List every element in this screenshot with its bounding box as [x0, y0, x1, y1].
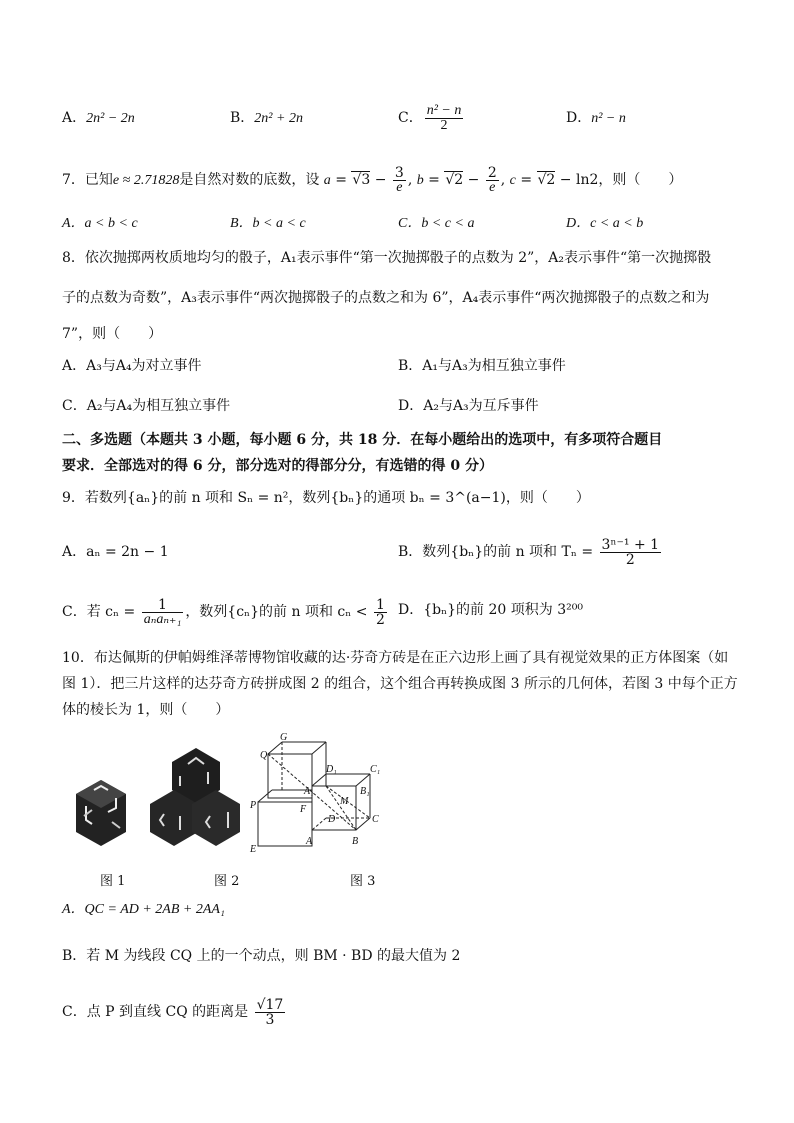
q9-option-b: B．数列{bₙ}的前 n 项和 Tₙ = $\frac{\text{3ⁿ⁻¹ + 1}}{2}$ — [398, 536, 660, 568]
q8-stem-line3: 7”，则（ ） — [62, 326, 163, 342]
q9-stem: 9．若数列{aₙ}的前 n 项和 Sₙ = n²，数列{bₙ}的通项 bₙ = 3^(a−1)，则（ ） — [62, 490, 590, 506]
fig3-label-b: B — [352, 836, 359, 847]
q6-option-d: D．n² − n — [566, 110, 626, 126]
fig3-label-m: M — [340, 796, 349, 807]
q10-option-c: C．点 P 到直线 CQ 的距离是 $\frac{√17}{3}$ — [62, 996, 284, 1028]
fig3-label-f: F — [300, 804, 307, 815]
fig3-label-a: A — [306, 836, 313, 847]
fig3-label-q: Q — [260, 750, 268, 761]
q10-stem-line3: 体的棱长为 1，则（ ） — [62, 702, 230, 718]
section-heading-line2: 要求．全部选对的得 6 分，部分选对的得部分分，有选错的得 0 分） — [62, 458, 493, 474]
figure-3-caption: 图 3 — [350, 874, 376, 889]
figure-1-caption: 图 1 — [100, 874, 126, 889]
q8-option-d: D．A₂与A₃为互斥事件 — [398, 398, 539, 414]
q7-option-a: A．a < b < c — [62, 216, 138, 231]
fig3-label-d: D — [328, 814, 336, 825]
q10-option-b: B．若 M 为线段 CQ 上的一个动点，则 BM · BD 的最大值为 2 — [62, 948, 461, 964]
fig3-label-b1: B₁ — [360, 786, 370, 797]
q9-option-d: D．{bₙ}的前 20 项积为 3²⁰⁰ — [398, 602, 583, 618]
q8-option-c: C．A₂与A₄为相互独立事件 — [62, 398, 231, 414]
figure-2-caption: 图 2 — [214, 874, 240, 889]
q9-option-a: A．aₙ = 2n − 1 — [62, 544, 169, 560]
q9-option-c: C．若 cₙ = $\frac{1}{\text{aₙaₙ₊₁}}$ ，数列{cₙ}的前 n 项和 cₙ < $\frac{1}{2}$ — [62, 596, 385, 628]
q10-stem-line2: 图 1）．把三片这样的达芬奇方砖拼成图 2 的组合，这个组合再转换成图 3 所示的几何体，若图 3 中每个正方 — [62, 676, 738, 692]
fig3-label-d1: D₁ — [326, 764, 337, 775]
q6-option-c: C． $\frac{\text{n² − n}}{2}$ — [398, 102, 462, 133]
fig3-label-g: G — [280, 732, 288, 743]
figure-2-three-tiles — [150, 742, 242, 854]
q6-option-a: A．2n² − 2n — [62, 110, 135, 126]
figure-3-geometric-solid — [248, 732, 388, 856]
q7-option-c: C．b < c < a — [398, 216, 475, 231]
q8-stem-line1: 8．依次抛掷两枚质地均匀的骰子，A₁表示事件“第一次抛掷骰子的点数为 2”，A₂表示事件“第一次抛掷骰 — [62, 250, 712, 266]
q10-stem-line1: 10．布达佩斯的伊帕姆维泽蒂博物馆收藏的达·芬奇方砖是在正六边形上画了具有视觉效果的正方体图案（如 — [62, 650, 729, 666]
section-heading-line1: 二、多选题（本题共 3 小题，每小题 6 分，共 18 分．在每小题给出的选项中，有多项符合题目 — [62, 432, 663, 448]
q7-option-b: B．b < a < c — [230, 216, 306, 231]
q10-option-a: A．QC = AD + 2AB + 2AA₁ — [62, 902, 225, 917]
q8-stem-line2: 子的点数为奇数”，A₃表示事件“两次抛掷骰子的点数之和为 6”，A₄表示事件“两次抛掷骰子的点数之和为 — [62, 290, 710, 306]
q7-stem: 7．已知e ≈ 2.71828是自然对数的底数，设 a = √3 − $\frac{3}{e}$ , b = √2 − $\frac{2}{e}$ , c = √2 − ln2，则（ ） — [62, 164, 683, 195]
fig3-label-c: C — [372, 814, 379, 825]
q8-option-b: B．A₁与A₃为相互独立事件 — [398, 358, 566, 374]
q7-option-d: D．c < a < b — [566, 216, 644, 231]
fig3-label-p: P — [250, 800, 257, 811]
q8-option-a: A．A₃与A₄为对立事件 — [62, 358, 202, 374]
figure-1-cube-tile — [72, 776, 130, 856]
fig3-label-c1: C₁ — [370, 764, 381, 775]
fig3-label-a1: A₁ — [304, 786, 314, 797]
q6-option-b: B．2n² + 2n — [230, 110, 303, 126]
fig3-label-e: E — [250, 844, 257, 855]
